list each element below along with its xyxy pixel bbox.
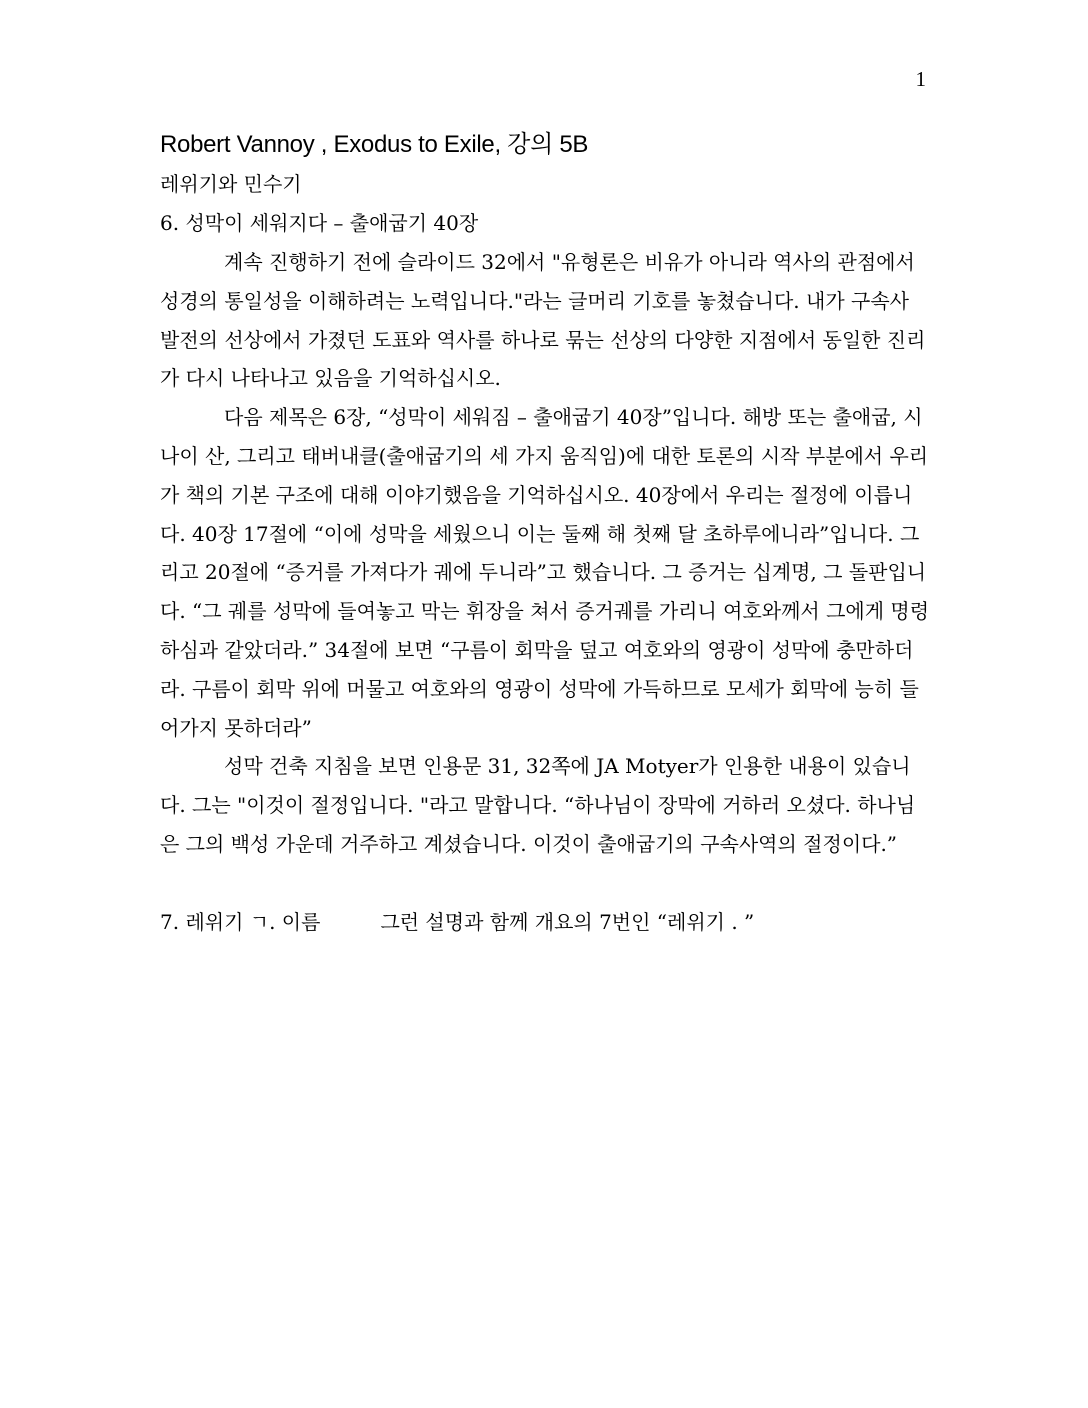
paragraph-3: 성막 건축 지침을 보면 인용문 31, 32쪽에 JA Motyer가 인용한 내용이 있습니다. 그는 "이것이 절정입니다. "라고 말합니다. “하나님이 장막에 거하러 오셨다. 하나님은 그의 백성 가운데 거주하고 계셨습니다. 이것이 출애굽기의 구속사역의 절정이다.”: [160, 754, 916, 856]
document-subtitle: 레위기와 민수기: [160, 172, 302, 196]
document-body: [160, 128, 930, 942]
outline-item-label: 7. 레위기 ㄱ. 이름: [160, 909, 321, 934]
paragraph-2: 다음 제목은 6장, “성막이 세워짐 – 출애굽기 40장”입니다. 해방 또는 출애굽, 시나이 산, 그리고 태버내클(출애굽기의 세 가지 움직임)에 대한 토론의 시작 부분에서 우리가 책의 기본 구조에 대해 이야기했음을 기억하십시오. 40장에서 우리는 절정에 이릅니다. 40장 17절에 “이에 성막을 세웠으니 이는 둘째 해 첫째 달 초하루에니라”입니다. 그리고 20절에 “증거를 가져다가 궤에 두니라”고 했습니다. 그 증거는 십계명, 그 돌판입니다. “그 궤를 성막에 들여놓고 막는 휘장을 쳐서 증거궤를 가리니 여호와께서 그에게 명령하심과 같았더라.” 34절에 보면 “구름이 회막을 덮고 여호와의 영광이 성막에 충만하더라. 구름이 회막 위에 머물고 여호와의 영광이 성막에 가득하므로 모세가 회막에 능히 들어가지 못하더라”: [160, 405, 930, 740]
section-heading: 6. 성막이 세워지다 – 출애굽기 40장: [160, 211, 479, 235]
blank-line: [160, 864, 930, 903]
outline-item-7: [160, 903, 930, 942]
paragraph-1: 계속 진행하기 전에 슬라이드 32에서 "유형론은 비유가 아니라 역사의 관점에서 성경의 통일성을 이해하려는 노력입니다."라는 글머리 기호를 놓쳤습니다. 내가 구속사 발전의 선상에서 가졌던 도표와 역사를 하나로 묶는 선상의 다양한 지점에서 동일한 진리가 다시 나타나고 있음을 기억하십시오.: [160, 250, 926, 391]
document-title: Robert Vannoy , Exodus to Exile, 강의 5B: [160, 131, 589, 158]
outline-item-continuation: 그런 설명과 함께 개요의 7번인 “레위기 . ”: [380, 909, 755, 934]
page-number: 1: [915, 67, 926, 91]
